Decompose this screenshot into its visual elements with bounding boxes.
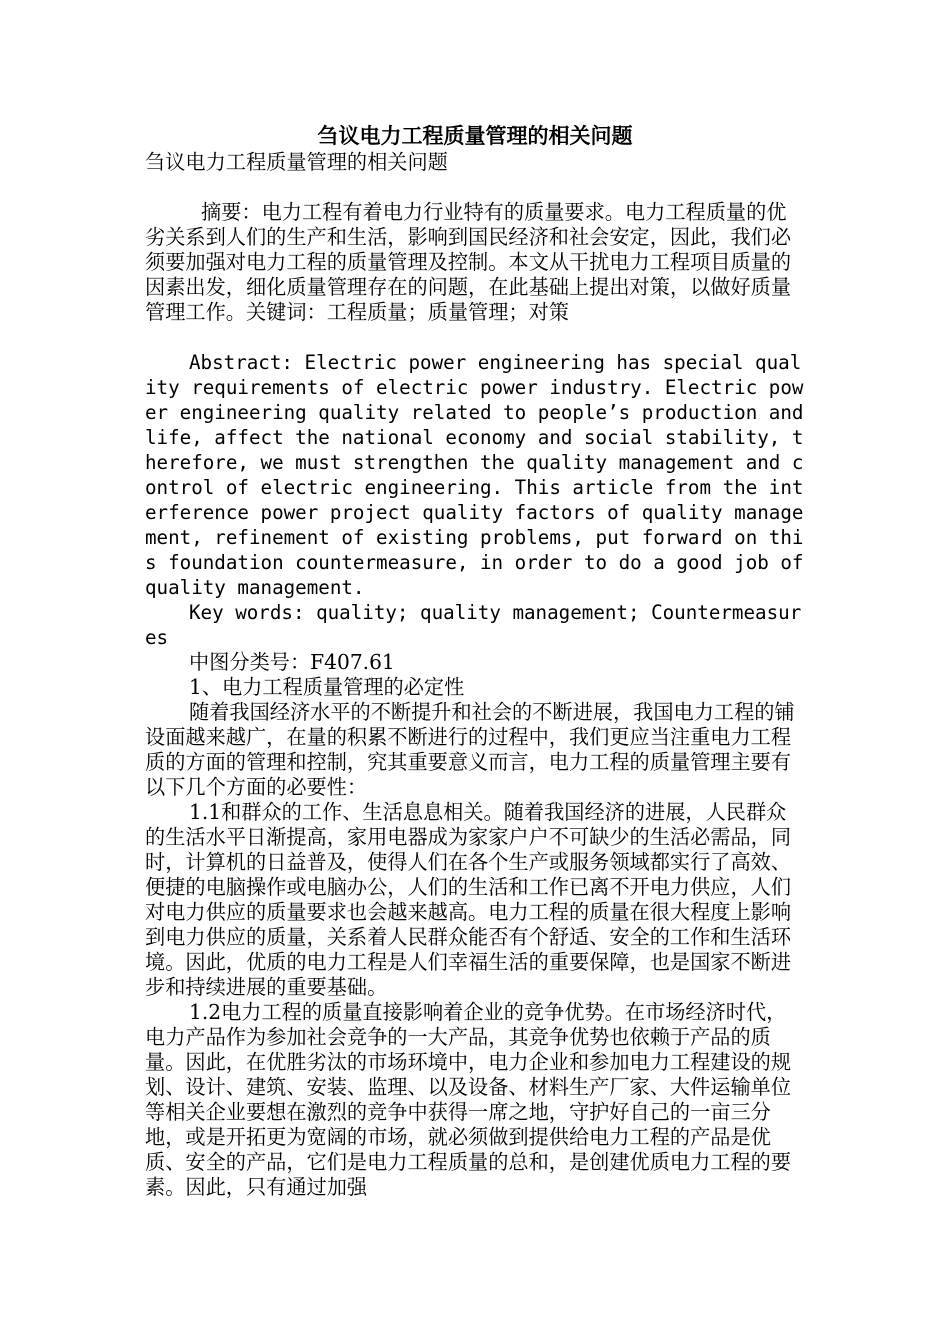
section-heading: 1、电力工程质量管理的必定性 — [189, 675, 465, 699]
abstract-english: Abstract: Electric power engineering has special quality requirements of electric power industry. Electric power engineering quality related to people’s production and life, affect the national economy and social stability, therefore, we must strengthen the quality management and control of electric engineering. This article from the interference power project quality factors of quality management, refinement of existing problems, put forward on this foundation countermeasure, in order to do a good job of quality management. — [145, 351, 816, 599]
document-title: 刍议电力工程质量管理的相关问题 — [317, 123, 633, 148]
abstract-chinese: 摘要：电力工程有着电力行业特有的质量要求。电力工程质量的优劣关系到人们的生产和生活，影响到国民经济和社会安定，因此，我们必须要加强对电力工程的质量管理及控制。本文从干扰电力工程项目质量的因素出发，细化质量管理存在的问题，在此基础上提出对策，以做好质量管理工作。关键词：工程质量；质量管理；对策 — [145, 200, 792, 324]
body-paragraph: 1.2电力工程的质量直接影响着企业的竞争优势。在市场经济时代，电力产品作为参加社会竞争的一大产品，其竞争优势也依赖于产品的质量。因此，在优胜劣汰的市场环境中，电力企业和参加电力工程建设的规划、设计、建筑、安装、监理、以及设备、材料生产厂家、大件运输单位等相关企业要想在激烈的竞争中获得一席之地，守护好自己的一亩三分地，或是开拓更为宽阔的市场，就必须做到提供给电力工程的产品是优质、安全的产品，它们是电力工程质量的总和，是创建优质电力工程的要素。因此，只有通过加强 — [145, 1000, 792, 1199]
body-paragraph: 随着我国经济水平的不断提升和社会的不断进展，我国电力工程的铺设面越来越广，在量的积累不断进行的过程中，我们更应当注重电力工程质的方面的管理和控制，究其重要意义而言，电力工程的质量管理主要有以下几个方面的必要性： — [145, 700, 795, 799]
classification-number: 中图分类号：F407.61 — [189, 650, 395, 674]
keywords-english: Key words: quality; quality management; Countermeasures — [145, 601, 802, 649]
document-subtitle: 刍议电力工程质量管理的相关问题 — [145, 150, 448, 174]
blank-line — [145, 325, 805, 350]
blank-line — [145, 175, 805, 200]
document-body — [145, 150, 816, 1200]
body-paragraph: 1.1和群众的工作、生活息息相关。随着我国经济的进展，人民群众的生活水平日渐提高，家用电器成为家家户户不可缺少的生活必需品，同时，计算机的日益普及，使得人们在各个生产或服务领域都实行了高效、便捷的电脑操作或电脑办公，人们的生活和工作已离不开电力供应，人们对电力供应的质量要求也会越来越高。电力工程的质量在很大程度上影响到电力供应的质量，关系着人民群众能否有个舒适、安全的工作和生活环境。因此，优质的电力工程是人们幸福生活的重要保障，也是国家不断进步和持续进展的重要基础。 — [145, 800, 792, 999]
